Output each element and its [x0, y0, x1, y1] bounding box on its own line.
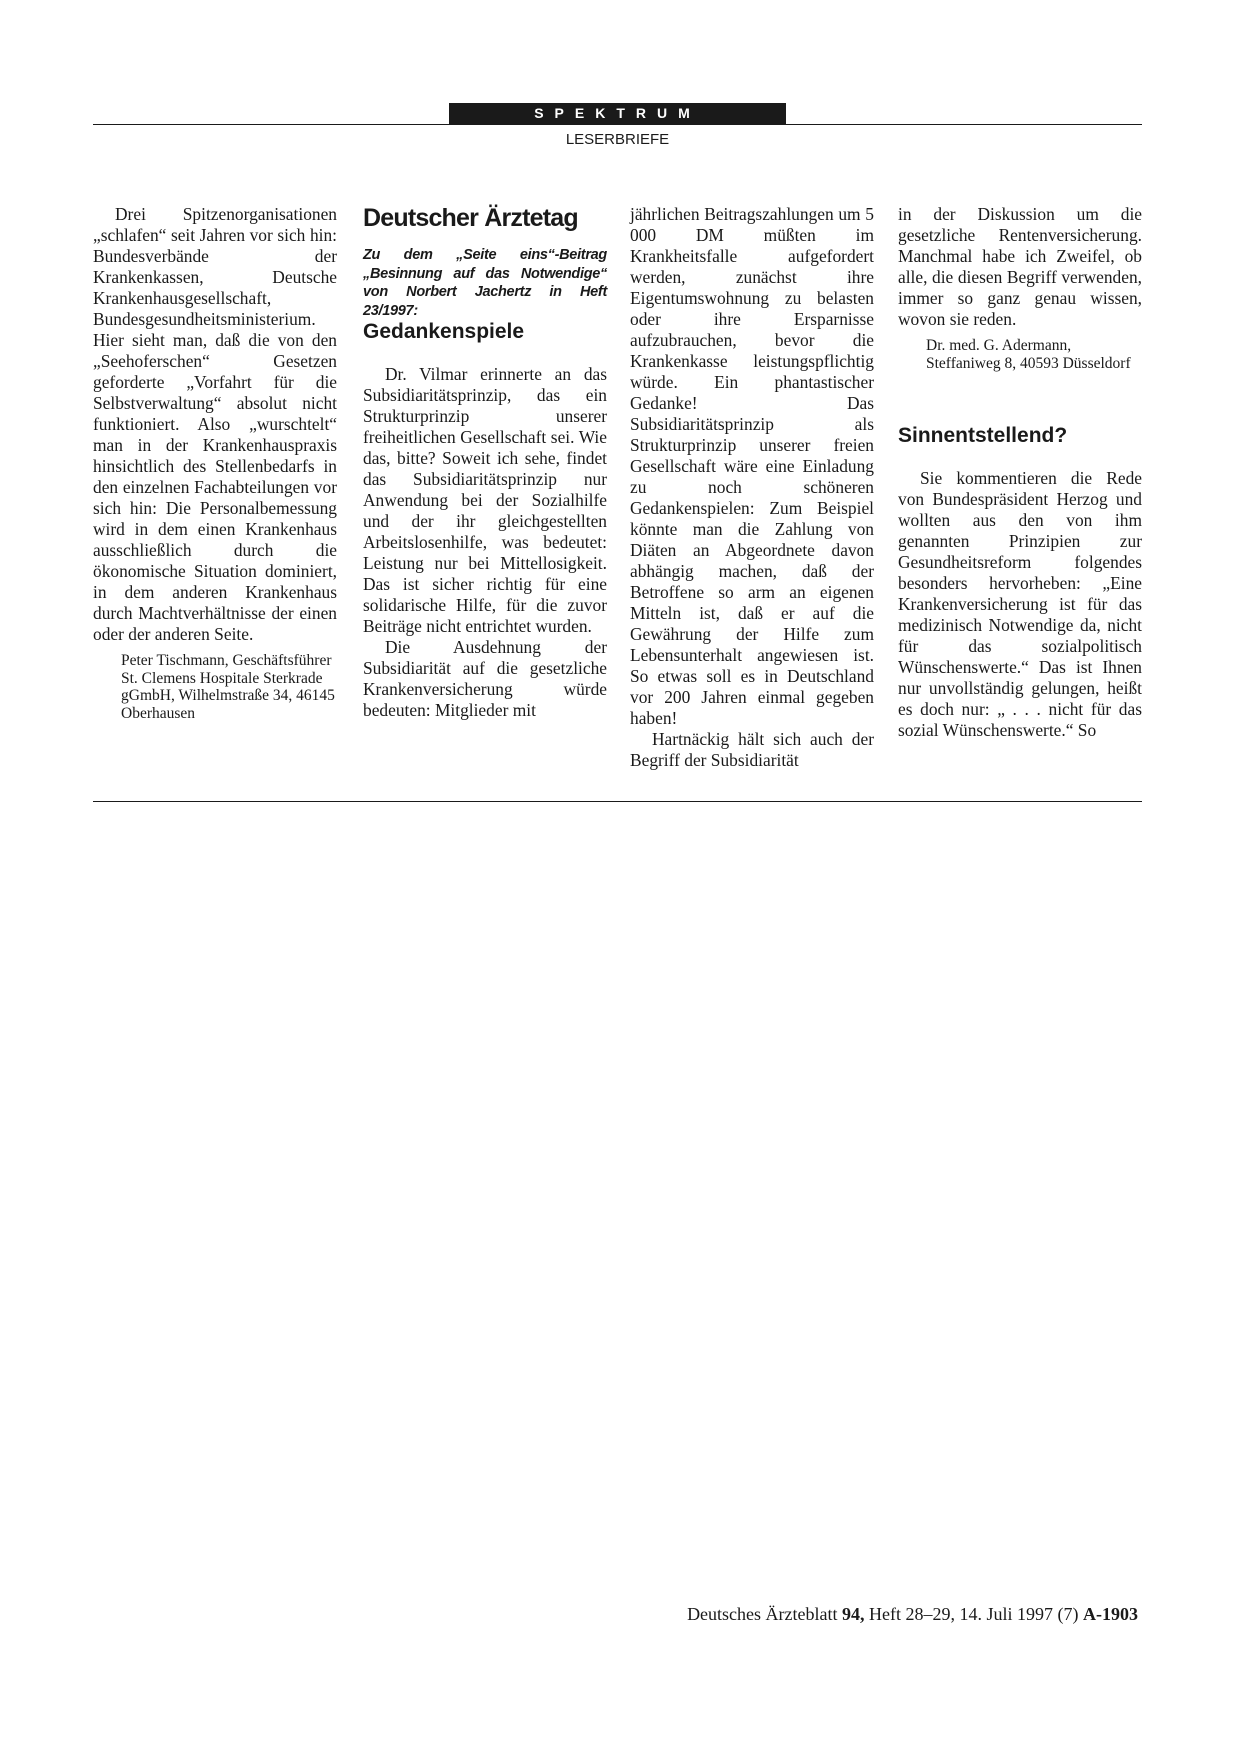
article-title: Sinnentstellend? — [898, 424, 1068, 447]
article-title: Gedankenspiele — [363, 320, 525, 343]
footer-volume: 94, — [842, 1604, 865, 1624]
paragraph: Die Ausdehnung der Subsidiarität auf die gesetzliche Krankenversicherung würde bedeuten: Mitglieder mit — [363, 637, 607, 720]
bottom-rule — [93, 801, 1142, 802]
headline: Deutscher Ärztetag — [363, 204, 578, 232]
column-4 — [898, 204, 1142, 741]
section-label: LESERBRIEFE — [565, 131, 670, 148]
page-footer — [560, 1604, 1138, 1625]
section-header-bar: SPEKTRUM — [449, 103, 786, 124]
top-rule — [93, 124, 1142, 125]
paragraph: Sie kommentieren die Rede von Bundespräsident Herzog und wollten aus den von ihm genannten Prinzipien zur Gesundheitsreform folgendes besonders hervorheben: „Eine Krankenversicherung ist für das medizinisch Notwendige da, nicht für das sozialpolitisch Wünschenswerte.“ Das ist Ihnen nur unvollständig gelungen, heißt es doch nur: „ . . . nicht für das sozial Wünschenswerte.“ So — [898, 468, 1142, 740]
subhead: Zu dem „Seite eins“-Beitrag „Besinnung auf das Notwendige“ von Norbert Jachertz in Heft 23/1997: — [363, 247, 607, 319]
column-3 — [630, 204, 874, 771]
letter-body: Drei Spitzenorganisationen „schlafen“ seit Jahren vor sich hin: Bundesverbände der Krankenkassen, Deutsche Krankenhausgesellschaft, Bundesgesundheitsministerium. Hier sieht man, daß die von den „Seehoferschen“ Gesetzen geforderte „Vorfahrt für die Selbstverwaltung“ absolut nicht funktioniert. Also „wurschtelt“ man in der Krankenhauspraxis hinsichtlich des Stellenbedarfs in den einzelnen Fachabteilungen vor sich hin: Die Personalbemessung wird in dem einen Krankenhaus ausschließlich durch die ökonomische Situation dominiert, in dem anderen Krankenhaus durch Machtverhältnisse der einen oder der anderen Seite. — [93, 204, 337, 644]
letter-signature: Dr. med. G. Adermann, Steffaniweg 8, 40593 Düsseldorf — [926, 337, 1131, 372]
paragraph: Hartnäckig hält sich auch der Begriff der Subsidiarität — [630, 729, 874, 770]
footer-page-number: A-1903 — [1083, 1604, 1138, 1624]
letter-signature: Peter Tischmann, Geschäftsführer St. Clemens Hospitale Sterkrade gGmbH, Wilhelmstraße 34, 46145 Oberhausen — [121, 652, 335, 722]
footer-journal: Deutsches Ärzteblatt — [687, 1604, 838, 1624]
paragraph: Dr. Vilmar erinnerte an das Subsidiaritätsprinzip, das ein Strukturprinzip unserer freiheitlichen Gesellschaft sei. Wie das, bitte? Soweit ich sehe, findet das Subsidiaritätsprinzip nur Anwendung bei der Sozialhilfe und der ihr gleichgestellten Arbeitslosenhilfe, was bedeutet: Leistung nur bei Mittellosigkeit. Das ist sicher richtig für eine solidarische Hilfe, für die zuvor Beiträge nicht entrichtet wurden. — [363, 364, 607, 636]
column-2 — [363, 204, 607, 721]
column-1 — [93, 204, 337, 722]
footer-issue: Heft 28–29, 14. Juli 1997 (7) — [869, 1604, 1079, 1624]
paragraph: in der Diskussion um die gesetzliche Rentenversicherung. Manchmal habe ich Zweifel, ob alle, die diesen Begriff verwenden, immer so ganz genau wissen, wovon sie reden. — [898, 204, 1142, 329]
paragraph: jährlichen Beitragszahlungen um 5 000 DM müßten im Krankheitsfalle aufgefordert werden, zunächst ihre Eigentumswohnung zu belasten oder ihre Ersparnisse aufzubrauchen, bevor die Krankenkasse leistungspflichtig würde. Ein phantastischer Gedanke! Das Subsidiaritätsprinzip als Strukturprinzip unserer freien Gesellschaft wäre eine Einladung zu noch schöneren Gedankenspielen: Zum Beispiel könnte man die Zahlung von Diäten an Abgeordnete davon abhängig machen, daß der Betroffene so arm an eigenen Mitteln ist, daß er auf die Gewährung der Hilfe zum Lebensunterhalt angewiesen ist. So etwas soll es in Deutschland vor 200 Jahren einmal gegeben haben! — [630, 204, 874, 728]
